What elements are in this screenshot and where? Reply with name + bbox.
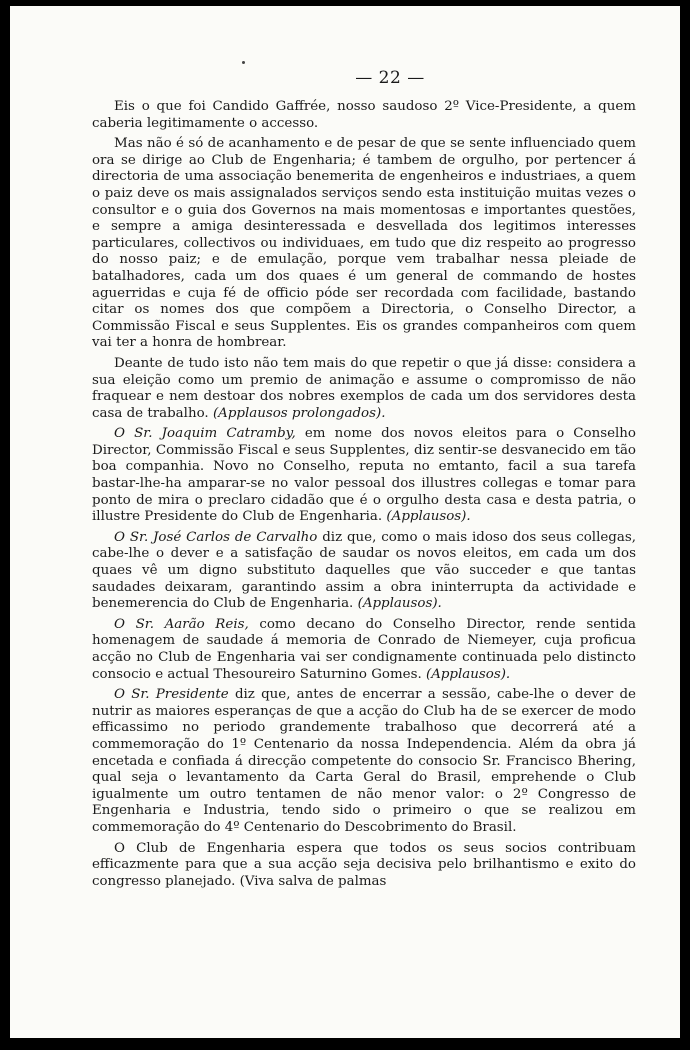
paragraph-1: [92, 99, 636, 132]
paragraph-text: diz que, antes de encerrar a sessão, cabe-lhe o dever de nutrir as maiores esperanças de que a acção do Club ha de se exercer de modo efficassimo no periodo grandemente trabalhoso que decorrerá até a commemoração do 1º Centenario da nossa Independencia. Além da obra já encetada e confiada á direcção competente do consocio Sr. Francisco Bhering, qual seja o levantamento da Carta Geral do Brasil, emprehende o Club igualmente um outro tentamen de não menor valor: o 2º Congresso de Engenharia e Industria, tendo sido o primeiro o que se realizou em commemoração do 4º Centenario do Descobrimento do Brasil.: [92, 687, 636, 835]
paragraph-text: Deante de tudo isto não tem mais do que repetir o que já disse: considera a sua eleição como um premio de animação e assume o compromisso de não fraquear e nem destoar dos nobres exemplos de cada um dos servidores desta casa de trabalho.: [92, 355, 636, 421]
paragraph-text: em nome dos novos eleitos para o Conselho Director, Commissão Fiscal e seus Supplentes, diz sentir-se desvanecido em tão boa companhia. Novo no Conselho, reputa no emtanto, facil a sua tarefa bastar-lhe-ha amparar-se no valor pessoal dos illustres collegas e tomar para ponto de mira o preclaro cidadão que é o orgulho desta casa e desta patria, o illustre Presidente do Club de Engenharia.: [92, 426, 636, 525]
page-number: — 22 —: [355, 68, 425, 88]
paragraph-7: [92, 687, 636, 836]
print-speck: [242, 61, 245, 64]
applause-note: (Applausos).: [357, 596, 442, 612]
paragraph-8: [92, 841, 636, 891]
paragraph-text: diz que, como o mais idoso dos seus collegas, cabe-lhe o dever e a satisfação de saudar os novos eleitos, em cada um dos quaes vê um digno substituto daquelles que vão succeder e que tantas saudades deixaram, garantindo assim a obra ininterrupta da actividade e benemerencia do Club de Engenharia.: [92, 529, 636, 612]
speaker-name: O Sr. Joaquim Catramby,: [114, 426, 296, 442]
applause-note: (Applausos prolongados).: [212, 405, 386, 421]
paragraph-text: O Club de Engenharia espera que todos os seus socios contribuam efficazmente para que a sua acção seja decisiva pelo brilhantismo e exito do congresso planejado. (Viva salva de palmas: [92, 840, 636, 889]
paragraph-2: [92, 136, 636, 352]
paragraph-text: Mas não é só de acanhamento e de pesar de que se sente influenciado quem ora se dirige ao Club de Engenharia; é tambem de orgulho, por pertencer á directoria de uma associação benemerita de engenheiros e industriaes, a quem o paiz deve os mais assignalados serviços sendo esta instituição muitas vezes o consultor e o guia dos Governos na mais momentosas e importantes questões, e sempre a amiga desinteressada e desvellada dos legitimos interesses particulares, collectivos ou individuaes, em tudo que diz respeito ao progresso do nosso paiz; e de emulação, porque vem trabalhar nessa pleiade de batalhadores, cada um dos quaes é um general de commando de hostes aguerridas e cuja fé de officio póde ser recordada com facilidade, bastando citar os nomes dos que compõem a Directoria, o Conselho Director, a Commissão Fiscal e seus Supplentes. Eis os grandes companheiros com quem vai ter a honra de hombrear.: [92, 136, 636, 351]
paragraph-5: [92, 530, 636, 613]
applause-note: (Applausos).: [425, 666, 511, 682]
paragraph-6: [92, 617, 636, 683]
paragraph-text: Eis o que foi Candido Gaffrée, nosso saudoso 2º Vice-Presidente, a quem caberia legitimamente o accesso.: [92, 99, 636, 131]
speaker-name: O Sr. José Carlos de Carvalho: [114, 529, 318, 545]
paragraph-text: como decano do Conselho Director, rende sentida homenagem de saudade á memoria de Conrado de Niemeyer, cuja proficua acção no Club de Engenharia vai ser condignamente continuada pelo distincto consocio e actual Thesoureiro Saturnino Gomes.: [92, 616, 637, 682]
paragraph-4: [92, 426, 636, 526]
document-page: [10, 6, 680, 1038]
paragraph-3: [92, 356, 636, 422]
speaker-name: O Sr. Presidente: [114, 687, 229, 703]
speaker-name: O Sr. Aarão Reis,: [114, 616, 249, 632]
body-text: [92, 99, 636, 890]
applause-note: (Applausos).: [386, 509, 471, 525]
